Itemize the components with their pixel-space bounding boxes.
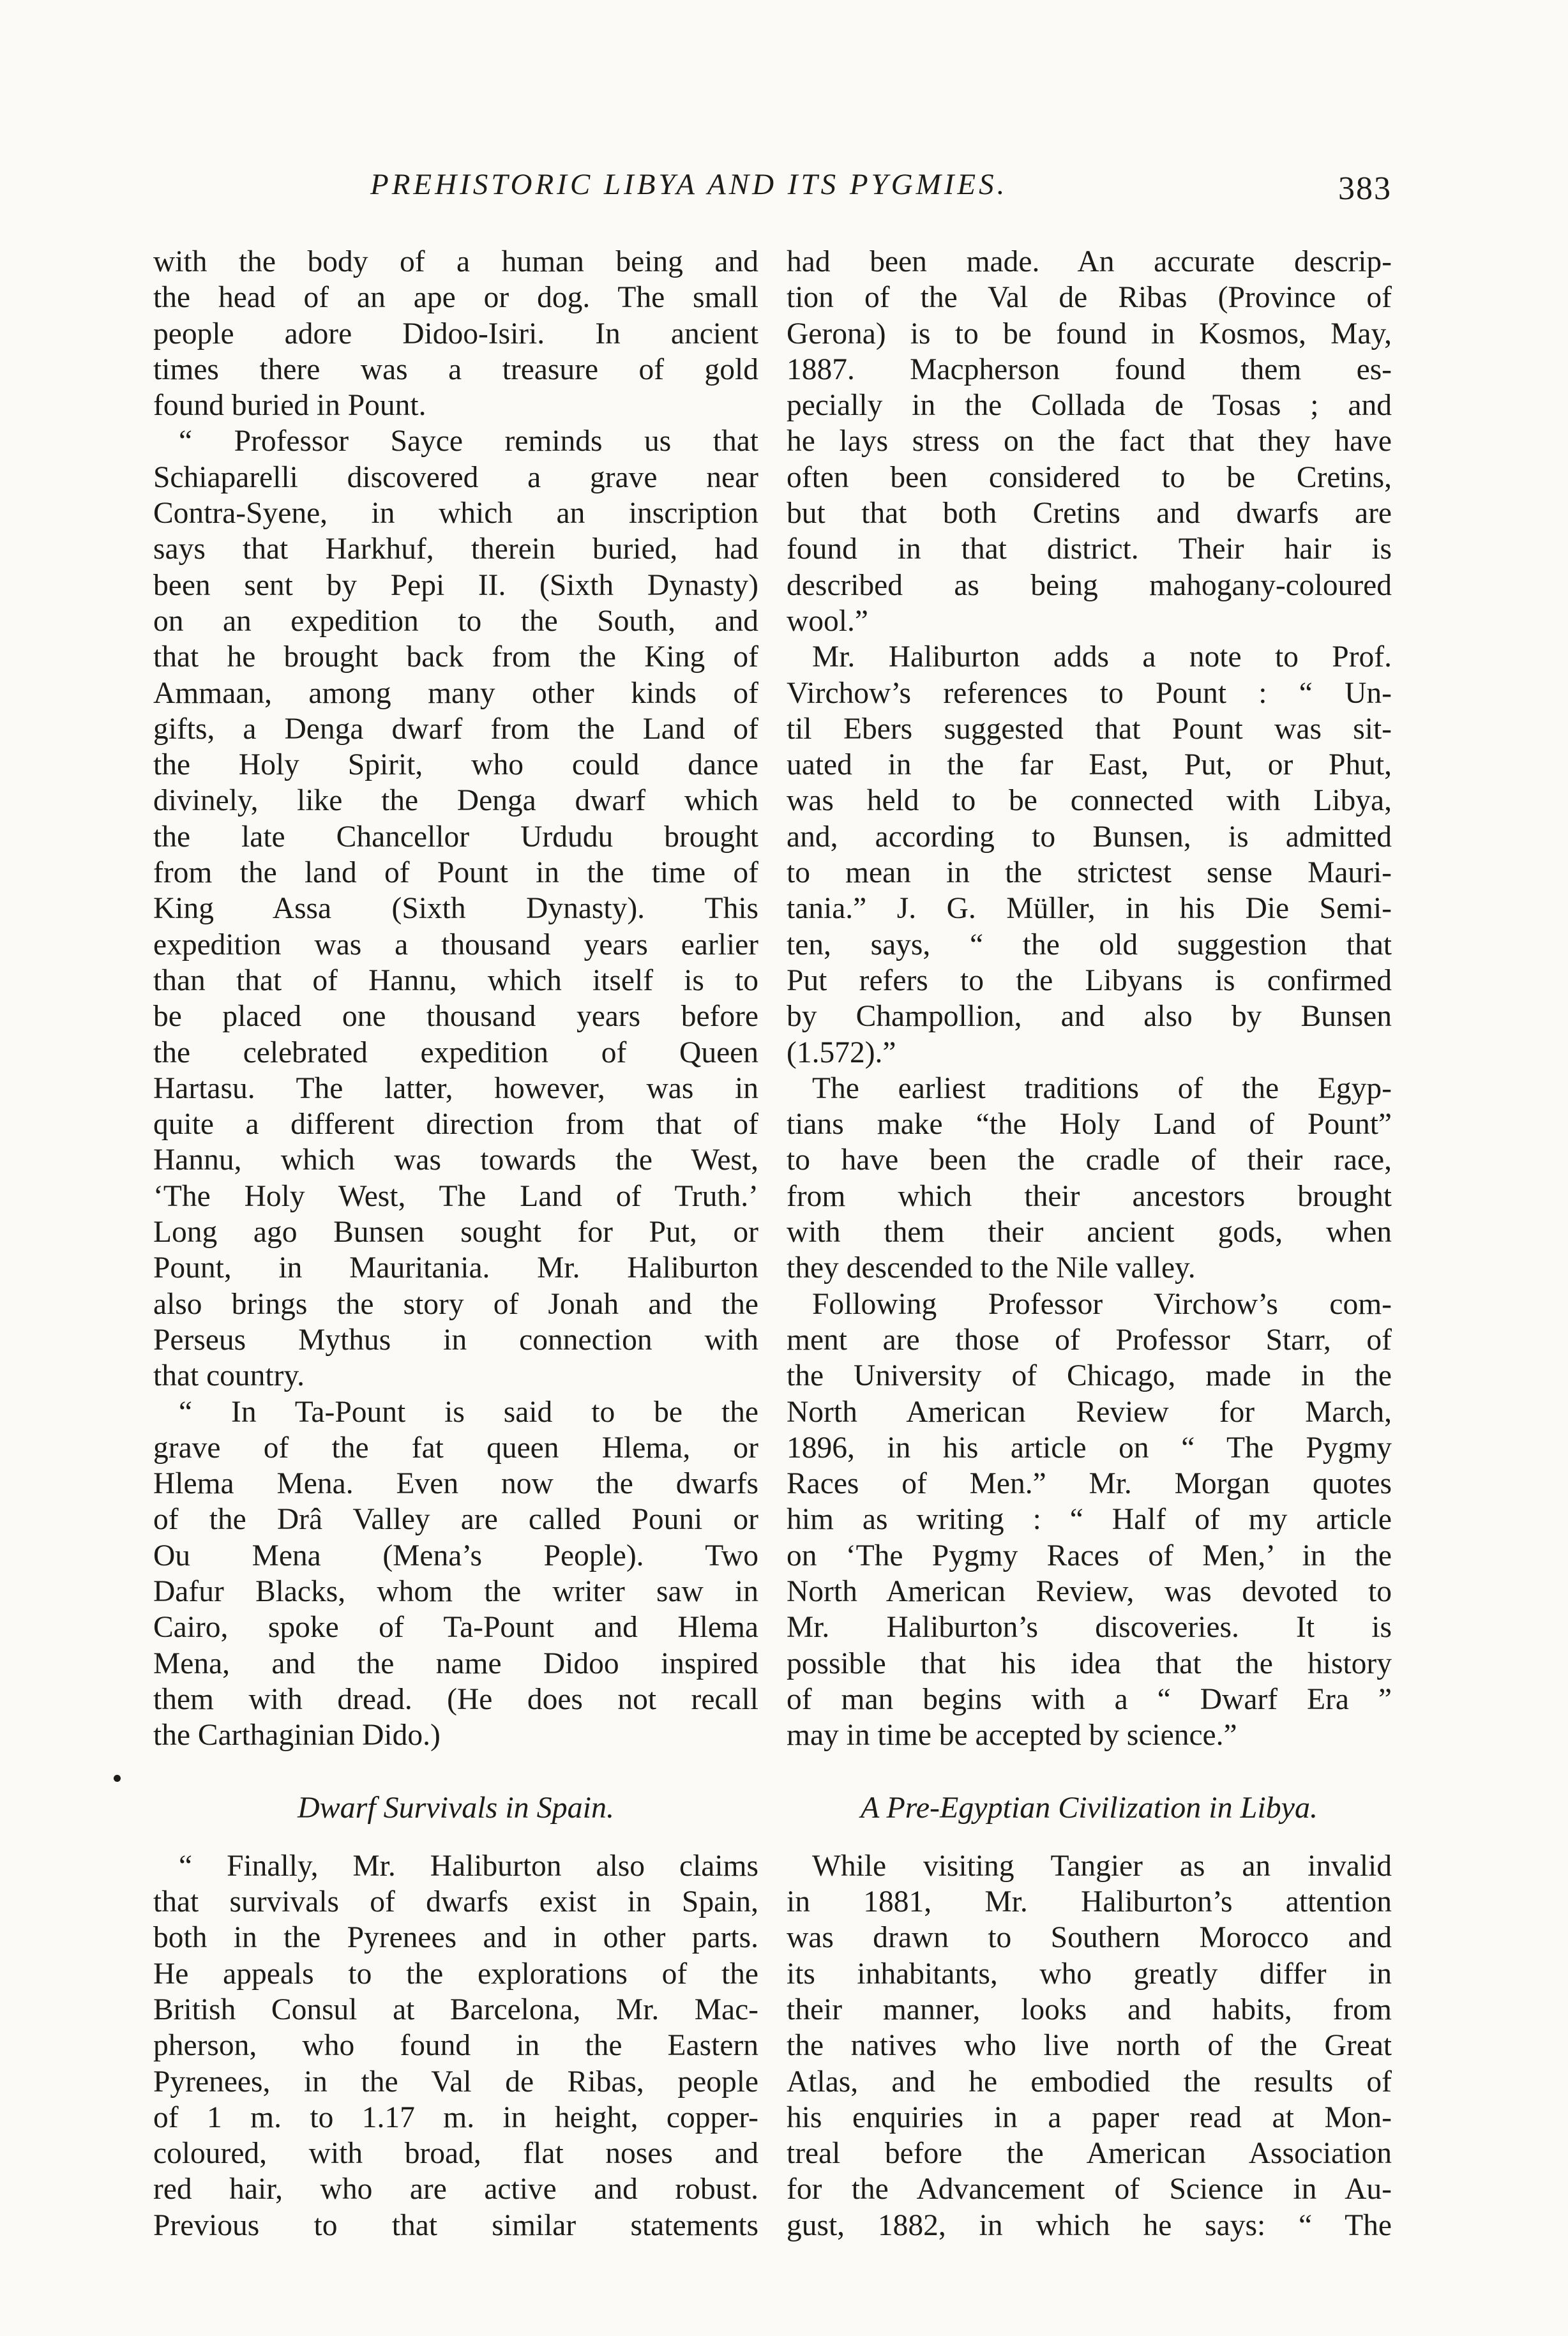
text-line: Hannu, which was towards the West, [153, 1143, 758, 1177]
text-line: may in time be accepted by science.” [787, 1719, 1237, 1752]
text-line: expedition was a thousand years earlier [153, 928, 758, 961]
text-line: “ Professor Sayce reminds us that [179, 425, 758, 458]
text-line: that survivals of dwarfs exist in Spain, [153, 1885, 758, 1919]
text-line: tania.” J. G. Müller, in his Die Semi- [787, 892, 1392, 926]
text-line: him as writing : “ Half of my article [787, 1503, 1392, 1537]
text-line: Pount, in Mauritania. Mr. Haliburton [153, 1251, 758, 1285]
text-line: by Champollion, and also by Bunsen [787, 1000, 1392, 1034]
text-line: tians make “the Holy Land of Pount” [787, 1108, 1392, 1142]
text-line: to mean in the strictest sense Mauri- [787, 856, 1392, 890]
margin-mark [114, 1775, 121, 1782]
text-line: The earliest traditions of the Egyp- [812, 1071, 1392, 1105]
text-line: Hlema Mena. Even now the dwarfs [153, 1467, 758, 1501]
text-line: Ammaan, among many other kinds of [153, 676, 758, 710]
text-line: his enquiries in a paper read at Mon- [787, 2100, 1392, 2134]
text-line: of 1 m. to 1.17 m. in height, copper- [153, 2100, 758, 2134]
text-line: Mr. Haliburton’s discoveries. It is [787, 1611, 1392, 1645]
section-heading: A Pre-Egyptian Civilization in Libya. [861, 1791, 1318, 1825]
text-line: with them their ancient gods, when [787, 1216, 1392, 1249]
text-line: While visiting Tangier as an invalid [812, 1849, 1392, 1883]
text-line: red hair, who are active and robust. [153, 2173, 758, 2206]
text-line: Pyrenees, in the Val de Ribas, people [153, 2065, 758, 2099]
text-line: been sent by Pepi II. (Sixth Dynasty) [153, 568, 758, 602]
text-line: times there was a treasure of gold [153, 352, 758, 386]
text-line: found buried in Pount. [153, 389, 426, 423]
text-line: 1896, in his article on “ The Pygmy [787, 1431, 1392, 1465]
text-line: Previous to that similar statements [153, 2208, 758, 2242]
text-line: the head of an ape or dog. The small [153, 281, 758, 315]
text-line: of the Drâ Valley are called Pouni or [153, 1503, 758, 1537]
text-line: gust, 1882, in which he says: “ The [787, 2208, 1392, 2242]
text-line: they descended to the Nile valley. [787, 1251, 1196, 1285]
text-line: Virchow’s references to Pount : “ Un- [787, 676, 1392, 710]
text-line: quite a different direction from that of [153, 1108, 758, 1142]
text-line: He appeals to the explorations of the [153, 1957, 758, 1991]
text-line: Races of Men.” Mr. Morgan quotes [787, 1467, 1392, 1501]
text-line: Ou Mena (Mena’s People). Two [153, 1539, 758, 1572]
text-line: but that both Cretins and dwarfs are [787, 497, 1392, 531]
text-line: Mr. Haliburton adds a note to Prof. [812, 640, 1392, 674]
text-line: Atlas, and he embodied the results of [787, 2065, 1392, 2099]
text-line: Following Professor Virchow’s com- [812, 1287, 1392, 1321]
text-line: was drawn to Southern Morocco and [787, 1921, 1392, 1955]
text-line: them with dread. (He does not recall [153, 1682, 758, 1716]
text-line: (1.572).” [787, 1036, 896, 1069]
text-line: had been made. An accurate descrip- [787, 245, 1392, 278]
section-heading: Dwarf Survivals in Spain. [297, 1791, 614, 1825]
text-line: ‘The Holy West, The Land of Truth.’ [153, 1179, 758, 1213]
text-line: British Consul at Barcelona, Mr. Mac- [153, 1993, 758, 2026]
text-line: the celebrated expedition of Queen [153, 1036, 758, 1069]
text-line: Contra-Syene, in which an inscription [153, 497, 758, 531]
running-title: PREHISTORIC LIBYA AND ITS PYGMIES. [370, 168, 1008, 201]
text-line: their manner, looks and habits, from [787, 1993, 1392, 2026]
text-line: and, according to Bunsen, is admitted [787, 820, 1392, 854]
text-line: wool.” [787, 604, 868, 638]
text-line: than that of Hannu, which itself is to [153, 963, 758, 997]
text-line: also brings the story of Jonah and the [153, 1287, 758, 1321]
text-line: Cairo, spoke of Ta-Pount and Hlema [153, 1611, 758, 1645]
text-line: on an expedition to the South, and [153, 604, 758, 638]
text-line: grave of the fat queen Hlema, or [153, 1431, 758, 1465]
text-line: 1887. Macpherson found them es- [787, 352, 1392, 386]
text-line: North American Review for March, [787, 1395, 1392, 1429]
text-line: found in that district. Their hair is [787, 532, 1392, 566]
text-line: Put refers to the Libyans is confirmed [787, 963, 1392, 997]
text-line: from which their ancestors brought [787, 1179, 1392, 1213]
text-line: the University of Chicago, made in the [787, 1359, 1392, 1393]
text-line: its inhabitants, who greatly differ in [787, 1957, 1392, 1991]
text-line: was held to be connected with Libya, [787, 784, 1392, 818]
text-line: to have been the cradle of their race, [787, 1143, 1392, 1177]
text-line: both in the Pyrenees and in other parts. [153, 1921, 758, 1955]
right-column [787, 244, 1392, 2243]
text-line: “ In Ta-Pount is said to be the [179, 1395, 758, 1429]
text-line: Gerona) is to be found in Kosmos, May, [787, 317, 1392, 350]
text-line: North American Review, was devoted to [787, 1574, 1392, 1608]
text-line: the Carthaginian Dido.) [153, 1719, 441, 1752]
text-line: that he brought back from the King of [153, 640, 758, 674]
text-line: often been considered to be Cretins, [787, 460, 1392, 494]
page-header [153, 167, 1392, 218]
text-line: of man begins with a “ Dwarf Era ” [787, 1682, 1392, 1716]
text-line: the natives who live north of the Great [787, 2029, 1392, 2063]
text-line: gifts, a Denga dwarf from the Land of [153, 712, 758, 746]
text-line: pherson, who found in the Eastern [153, 2029, 758, 2063]
text-line: treal before the American Association [787, 2137, 1392, 2171]
text-line: Long ago Bunsen sought for Put, or [153, 1216, 758, 1249]
text-line: tion of the Val de Ribas (Province of [787, 281, 1392, 315]
text-line: ment are those of Professor Starr, of [787, 1323, 1392, 1357]
text-line: on ‘The Pygmy Races of Men,’ in the [787, 1539, 1392, 1572]
text-line: pecially in the Collada de Tosas ; and [787, 389, 1392, 423]
text-line: people adore Didoo-Isiri. In ancient [153, 317, 758, 350]
text-line: be placed one thousand years before [153, 1000, 758, 1034]
text-line: that country. [153, 1359, 305, 1393]
text-line: uated in the far East, Put, or Phut, [787, 748, 1392, 782]
text-line: Dafur Blacks, whom the writer saw in [153, 1574, 758, 1608]
text-line: in 1881, Mr. Haliburton’s attention [787, 1885, 1392, 1919]
text-line: possible that his idea that the history [787, 1647, 1392, 1680]
text-line: Perseus Mythus in connection with [153, 1323, 758, 1357]
text-line: coloured, with broad, flat noses and [153, 2137, 758, 2171]
text-line: for the Advancement of Science in Au- [787, 2173, 1392, 2206]
left-column [153, 244, 758, 2243]
text-line: with the body of a human being and [153, 245, 758, 278]
page-number: 383 [1338, 170, 1392, 207]
text-line: says that Harkhuf, therein buried, had [153, 532, 758, 566]
text-line: he lays stress on the fact that they have [787, 425, 1392, 458]
text-line: til Ebers suggested that Pount was sit- [787, 712, 1392, 746]
text-line: the late Chancellor Urdudu brought [153, 820, 758, 854]
text-line: “ Finally, Mr. Haliburton also claims [179, 1849, 758, 1883]
text-line: divinely, like the Denga dwarf which [153, 784, 758, 818]
text-line: Schiaparelli discovered a grave near [153, 460, 758, 494]
text-line: King Assa (Sixth Dynasty). This [153, 892, 758, 926]
text-line: ten, says, “ the old suggestion that [787, 928, 1392, 961]
text-line: the Holy Spirit, who could dance [153, 748, 758, 782]
text-line: from the land of Pount in the time of [153, 856, 758, 890]
text-line: Hartasu. The latter, however, was in [153, 1071, 758, 1105]
text-line: Mena, and the name Didoo inspired [153, 1647, 758, 1680]
text-line: described as being mahogany-coloured [787, 568, 1392, 602]
